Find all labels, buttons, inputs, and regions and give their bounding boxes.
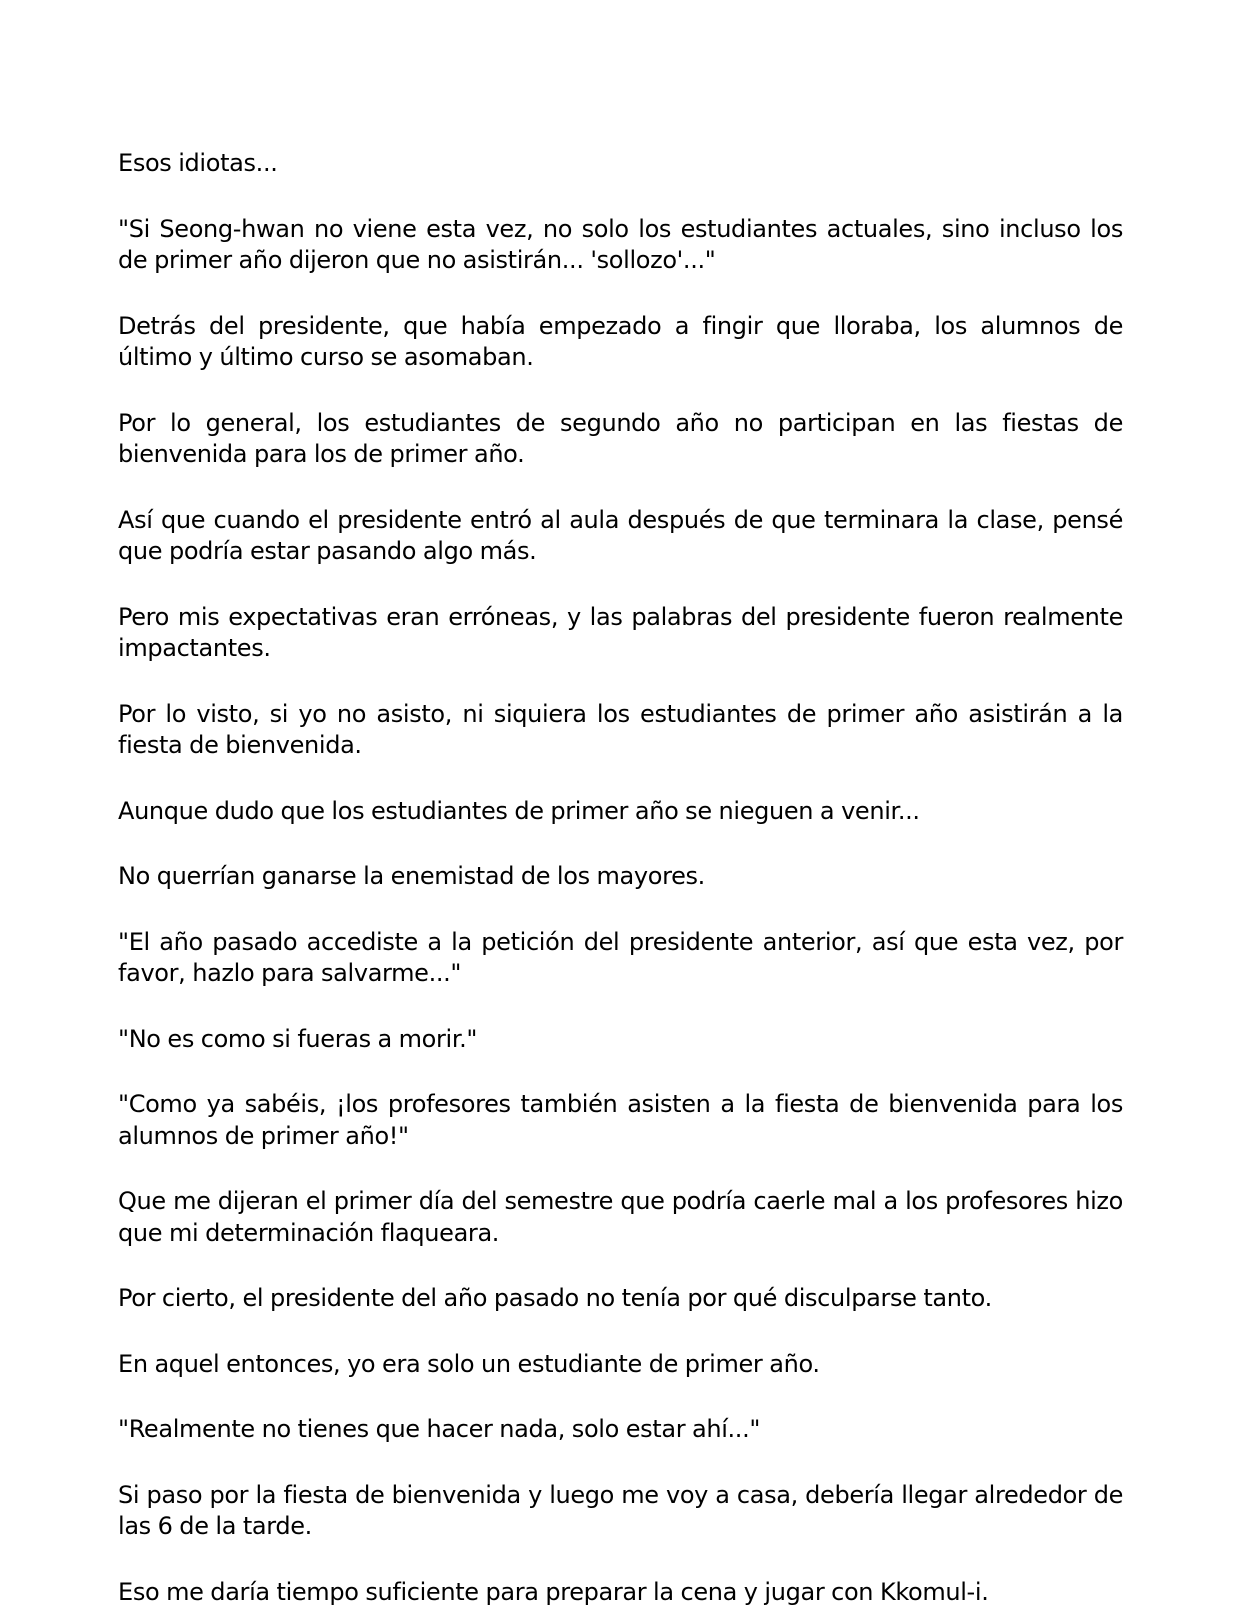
- paragraph: Aunque dudo que los estudiantes de primer año se nieguen a venir...: [118, 796, 920, 825]
- paragraph: Pero mis expectativas eran erróneas, y las palabras del presidente fueron realmente impactantes.: [118, 602, 1123, 662]
- paragraph: Si paso por la fiesta de bienvenida y luego me voy a casa, debería llegar alrededor de las 6 de la tarde.: [118, 1480, 1123, 1540]
- paragraph: En aquel entonces, yo era solo un estudiante de primer año.: [118, 1349, 820, 1378]
- paragraph: Eso me daría tiempo suficiente para preparar la cena y jugar con Kkomul-i.: [118, 1577, 989, 1606]
- paragraph: "El año pasado accediste a la petición del presidente anterior, así que esta vez, por favor, hazlo para salvarme...": [118, 927, 1123, 987]
- paragraph: Detrás del presidente, que había empezado a fingir que lloraba, los alumnos de último y último curso se asomaban.: [118, 311, 1123, 371]
- paragraph: Esos idiotas...: [118, 149, 278, 177]
- paragraph: Por cierto, el presidente del año pasado no tenía por qué disculparse tanto.: [118, 1284, 992, 1312]
- paragraph: "No es como si fueras a morir.": [118, 1024, 478, 1053]
- paragraph: "Realmente no tienes que hacer nada, solo estar ahí...": [118, 1415, 761, 1443]
- paragraph: Así que cuando el presidente entró al aula después de que terminara la clase, pensé que podría estar pasando algo más.: [118, 505, 1123, 565]
- paragraph: Por lo general, los estudiantes de segundo año no participan en las fiestas de bienvenida para los de primer año.: [118, 408, 1123, 468]
- paragraph: "Si Seong-hwan no viene esta vez, no solo los estudiantes actuales, sino incluso los de primer año dijeron que no asistirán... 'sollozo'...": [118, 214, 1123, 274]
- paragraph: No querrían ganarse la enemistad de los mayores.: [118, 862, 705, 890]
- paragraph: Que me dijeran el primer día del semestre que podría caerle mal a los profesores hizo que mi determinación flaqueara.: [118, 1187, 1123, 1247]
- paragraph: "Como ya sabéis, ¡los profesores también asisten a la fiesta de bienvenida para los alumnos de primer año!": [118, 1090, 1123, 1150]
- paragraph: Por lo visto, si yo no asisto, ni siquiera los estudiantes de primer año asistirán a la fiesta de bienvenida.: [118, 699, 1123, 759]
- body-text: [118, 148, 1123, 1620]
